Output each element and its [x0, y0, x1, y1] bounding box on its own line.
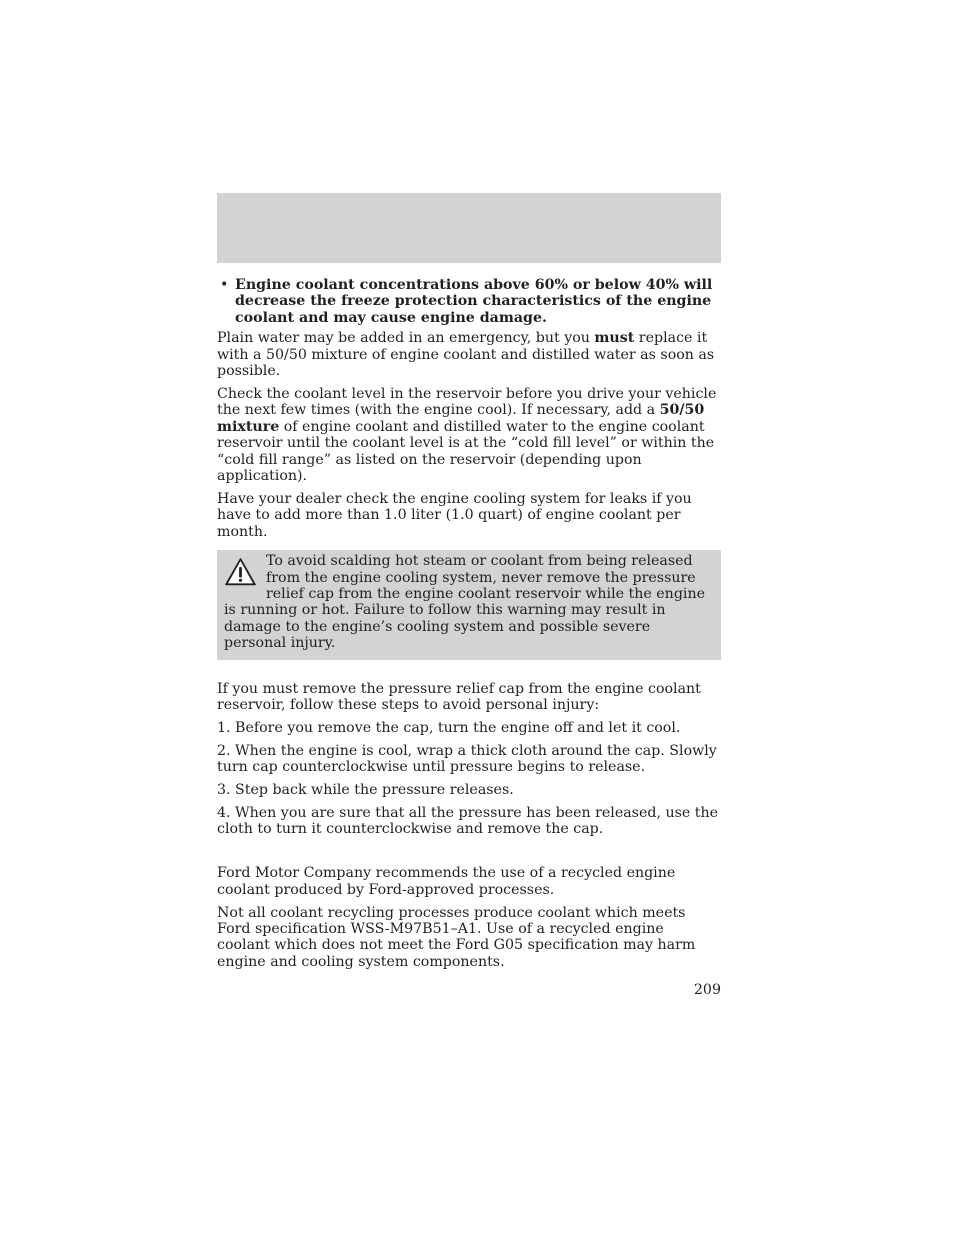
page-number: 209: [693, 982, 721, 998]
step-item: 1. Before you remove the cap, turn the engine off and let it cool.: [217, 719, 681, 736]
warning-text: To avoid scalding hot steam or coolant from being released from the engine cooling system, never remove the pressure relief cap from the engine coolant reservoir while the engine is running or hot. Failure to follow this warning may result in damage to the engine’s cooling system and possible severe personal injury.: [224, 553, 705, 652]
bullet-symbol: •: [220, 277, 229, 293]
paragraph-recycled-warning: Not all coolant recycling processes produce coolant which meets Ford specification WSS-M97B51–A1. Use of a recycled engine coolant which does not meet the Ford G05 specification may harm engine and cooling system components.: [217, 904, 696, 970]
bullet-text: Engine coolant concentrations above 60% or below 40% will decrease the freeze protection characteristics of the engine coolant and may cause engine damage.: [235, 277, 713, 326]
paragraph-dealer-check: Have your dealer check the engine cooling system for leaks if you have to add more than 1.0 liter (1.0 quart) of engine coolant per month.: [217, 490, 692, 540]
paragraph-steps-intro: If you must remove the pressure relief cap from the engine coolant reservoir, follow these steps to avoid personal injury:: [217, 680, 701, 713]
warning-triangle-icon: [224, 557, 257, 587]
bullet-item: [217, 277, 721, 326]
section-header-band: [217, 193, 721, 263]
section-spacer: [217, 844, 721, 865]
paragraph-check-coolant: Check the coolant level in the reservoir before you drive your vehicle the next few times (with the engine cool). If necessary, add a 50/50 mixture of engine coolant and distilled water to the engine coolant reservoir until the coolant level is at the “cold fill level” or within the “cold fill range” as listed on the reservoir (depending upon application).: [217, 385, 717, 484]
paragraph-recycled-recommendation: Ford Motor Company recommends the use of a recycled engine coolant produced by Ford-approved processes.: [217, 865, 676, 898]
step-item: 3. Step back while the pressure releases.: [217, 782, 514, 799]
page-content: [217, 277, 721, 977]
paragraph-plain-water: Plain water may be added in an emergency, but you must replace it with a 50/50 mixture of engine coolant and distilled water as soon as possible.: [217, 330, 715, 380]
warning-box: [217, 550, 721, 659]
emphasis-must: must: [594, 330, 635, 347]
emphasis-mixture: 50/50 mixture: [217, 402, 705, 435]
step-item: 2. When the engine is cool, wrap a thick cloth around the cap. Slowly turn cap counterclockwise until pressure begins to release.: [217, 742, 717, 776]
step-item: 4. When you are sure that all the pressure has been released, use the cloth to turn it counterclockwise and remove the cap.: [217, 804, 719, 838]
